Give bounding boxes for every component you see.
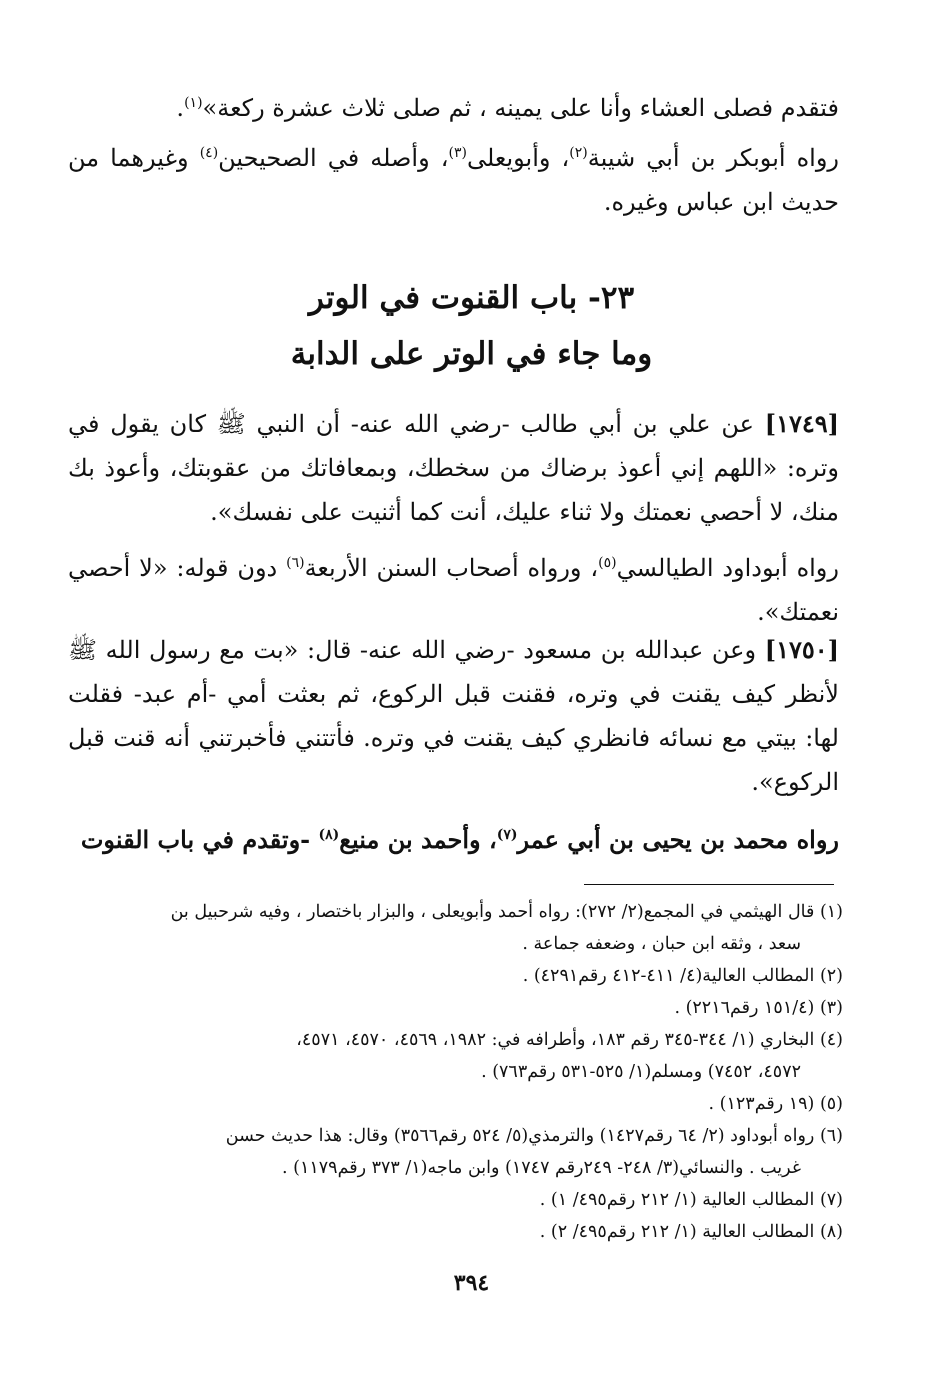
footnote-3 (72, 992, 843, 1024)
page-number: ٣٩٤ (453, 1270, 490, 1296)
takhrij-text: رواه محمد بن يحيى بن أبي عمر (517, 825, 839, 854)
intro-text: فتقدم فصلى العشاء وأنا على يمينه ، ثم صلى ثلاث عشرة ركعة» (202, 94, 839, 122)
footnotes (72, 896, 843, 1248)
footnote-number: (١) (819, 902, 843, 922)
footnote-text: قال الهيثمي في المجمع(٢/ ٢٧٢): رواه أحمد وأبويعلى ، والبزار باختصار ، وفيه شرحبيل بن (170, 902, 815, 922)
hadith-number: [١٧٥٠] (764, 635, 839, 664)
footnote-number: (٥) (819, 1094, 843, 1114)
footnote-text: (١٩ رقم١٢٣) . (708, 1094, 815, 1114)
footnote-number: (٢) (819, 966, 843, 986)
footnote-6 (72, 1120, 843, 1152)
footnote-number: (٤) (819, 1030, 843, 1050)
footnote-number: (٨) (819, 1222, 843, 1242)
source-text: ، وأبويعلى (466, 144, 570, 172)
footnote-7 (72, 1184, 843, 1216)
footnote-ref: (٥) (598, 555, 617, 571)
footnote-ref: (٤) (199, 145, 219, 161)
footnote-ref: (٢) (569, 145, 588, 161)
hadith-1749 (68, 402, 839, 634)
source-text: ، وأصله في الصحيحين (218, 144, 449, 172)
footnote-5 (72, 1088, 843, 1120)
takhrij-text: دون قوله: «لا أحصي نعمتك». (68, 554, 839, 626)
footnote-ref: (٧) (496, 827, 518, 843)
footnote-2 (72, 960, 843, 992)
footnote-1 (72, 896, 843, 928)
takhrij-text: -وتقدم في باب القنوت (80, 825, 311, 854)
hadith-body: عن علي بن أبي طالب -رضي الله عنه- أن النبي ﷺ كان يقول في وتره: «اللهم إني أعوذ برضاك من سخطك، وبمعافاتك من عقوبتك، وأعوذ بك منك، لا أحصي نعمتك ولا ثناء عليك، أنت كما أثنيت على نفسك». (68, 410, 839, 526)
source-text: رواه أبوبكر بن أبي شيبة (587, 144, 840, 172)
footnote-ref: (١) (184, 95, 203, 111)
footnote-text: المطالب العالية(٤/ ٤١١-٤١٢ رقم٤٢٩١) . (522, 966, 815, 986)
takhrij-text: رواه أبوداود الطيالسي (616, 554, 839, 582)
hadith-takhrij (68, 546, 839, 634)
takhrij-text: ، ورواه أصحاب السنن الأربعة (304, 554, 599, 582)
footnote-text: رواه أبوداود (٢/ ٦٤ رقم١٤٢٧) والترمذي(٥/ ٥٢٤ رقم٣٥٦٦) وقال: هذا حديث حسن (225, 1126, 815, 1146)
footnote-ref: (٨) (318, 827, 340, 843)
footnote-text: البخاري (١/ ٣٤٤-٣٤٥ رقم ١٨٣، وأطرافه في: ١٩٨٢، ٤٥٦٩، ٤٥٧٠، ٤٥٧١، (296, 1030, 815, 1050)
hadith-number: [١٧٤٩] (764, 409, 839, 438)
hadith-1750 (68, 628, 839, 862)
footnote-ref: (٣) (448, 145, 467, 161)
footnote-number: (٣) (819, 998, 843, 1018)
chapter-title-line1: ٢٣- باب القنوت في الوتر (308, 280, 635, 316)
footnote-number: (٧) (819, 1190, 843, 1210)
footnote-4 (72, 1024, 843, 1056)
footnote-4-continued: ٤٥٧٢، ٧٤٥٢) ومسلم(١/ ٥٢٥-٥٣١ رقم٧٦٣) . (481, 1062, 801, 1082)
footnote-8 (72, 1216, 843, 1248)
chapter-title-line2: وما جاء في الوتر على الدابة (290, 336, 653, 372)
footnote-number: (٦) (819, 1126, 843, 1146)
intro-section (68, 86, 839, 224)
hadith-text (68, 402, 839, 534)
footnote-divider (584, 884, 834, 885)
takhrij-text: ، وأحمد بن منيع (339, 825, 497, 854)
intro-sources (68, 136, 839, 224)
hadith-text (68, 628, 839, 804)
hadith-takhrij (68, 818, 839, 862)
footnote-1-continued: سعد ، وثقه ابن حبان ، وضعفه جماعة . (522, 934, 801, 954)
footnote-text: (١٥١/٤ رقم٢٢١٦) . (674, 998, 815, 1018)
footnote-text: المطالب العالية (١/ ٢١٢ رقم٤٩٥/ ٢) . (539, 1222, 815, 1242)
footnote-text: المطالب العالية (١/ ٢١٢ رقم٤٩٥/ ١) . (539, 1190, 815, 1210)
hadith-body: وعن عبدالله بن مسعود -رضي الله عنه- قال: «بت مع رسول الله ﷺ لأنظر كيف يقنت في وتره، فقنت قبل الركوع، ثم بعثت أمي -أم عبد- فقلت لها: بيتي مع نسائه فانظري كيف يقنت في وتره. فأتتني فأخبرتني أنه قنت قبل الركوع». (68, 636, 839, 796)
source-text: وغيرهما من حديث ابن عباس وغيره. (68, 144, 839, 216)
intro-line: فتقدم فصلى العشاء وأنا على يمينه ، ثم صلى ثلاث عشرة ركعة»$^{(١)}$. (176, 94, 839, 122)
footnote-ref: (٦) (286, 555, 305, 571)
footnote-6-continued: غريب . والنسائي(٣/ ٢٤٨- ٢٤٩رقم ١٧٤٧) وابن ماجه(١/ ٣٧٣ رقم١١٧٩) . (282, 1158, 801, 1178)
